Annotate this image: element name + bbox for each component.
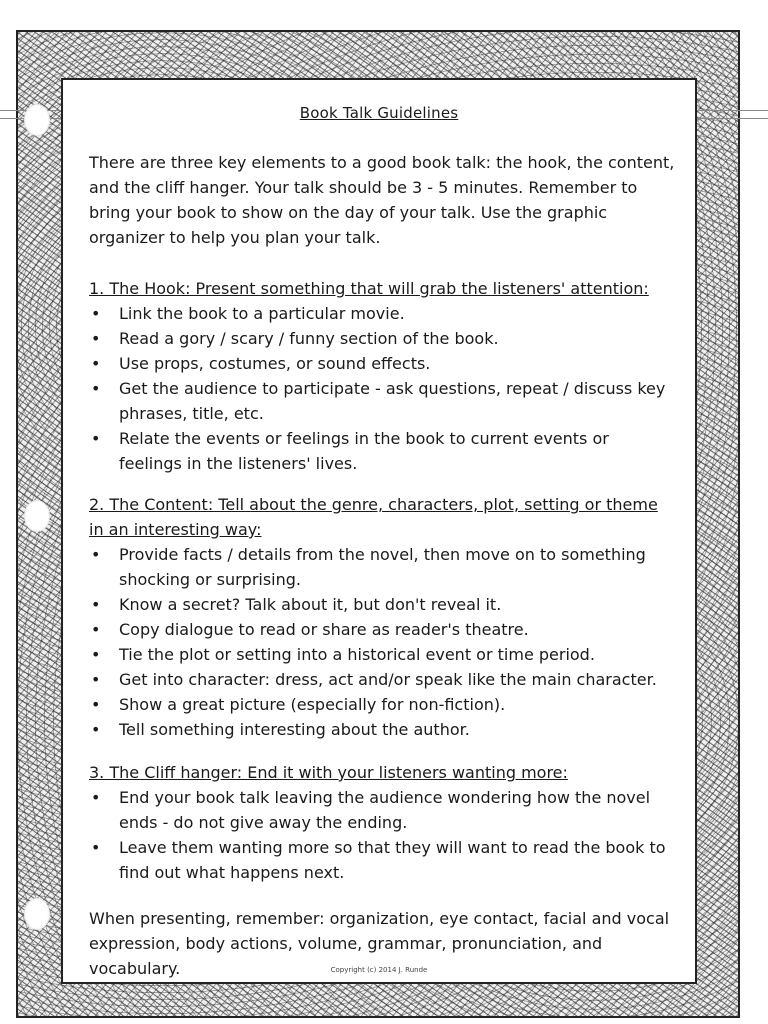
list-item: • Tell something interesting about the author. [89,717,675,742]
list-item: • Know a secret? Talk about it, but don't reveal it. [89,592,675,617]
list-item: • End your book talk leaving the audience wondering how the novel ends - do not give away the ending. [89,785,675,835]
list-item: • Provide facts / details from the novel, then move on to something shocking or surprising. [89,542,675,592]
page-title: Book Talk Guidelines [299,104,459,122]
binder-hole [24,500,50,532]
paper-top-edge [0,0,768,30]
bullet-list [89,301,675,476]
copyright-notice: Copyright (c) 2014 J. Runde [330,966,428,974]
content-panel [61,78,697,984]
binder-hole [24,898,50,930]
list-item: • Relate the events or feelings in the book to current events or feelings in the listeners' lives. [89,426,675,476]
section-heading: 1. The Hook: Present something that will grab the listeners' attention: [89,279,649,298]
intro-paragraph: There are three key elements to a good book talk: the hook, the content, and the cliff hanger. Your talk should be 3 - 5 minutes. Remember to bring your book to show on the day of your talk. Use the graphic organizer to help you plan your talk. [89,153,675,247]
section-content [89,492,675,742]
bullet-list [89,785,675,885]
list-item: • Tie the plot or setting into a historical event or time period. [89,642,675,667]
binder-hole [24,104,50,136]
section-cliff-hanger [89,760,675,885]
section-heading: 3. The Cliff hanger: End it with your listeners wanting more: [89,763,568,782]
list-item: • Leave them wanting more so that they will want to read the book to find out what happens next. [89,835,675,885]
list-item: • Get the audience to participate - ask questions, repeat / discuss key phrases, title, etc. [89,376,675,426]
list-item: • Read a gory / scary / funny section of the book. [89,326,675,351]
bullet-list [89,542,675,742]
list-item: • Get into character: dress, act and/or speak like the main character. [89,667,675,692]
list-item: • Show a great picture (especially for non-fiction). [89,692,675,717]
list-item: • Copy dialogue to read or share as reader's theatre. [89,617,675,642]
list-item: • Link the book to a particular movie. [89,301,675,326]
section-hook [89,276,675,476]
closing-paragraph: When presenting, remember: organization, eye contact, facial and vocal expression, body actions, volume, grammar, pronunciation, and vocabulary. [89,909,670,978]
section-heading: 2. The Content: Tell about the genre, characters, plot, setting or theme in an interesting way: [89,495,658,539]
list-item: • Use props, costumes, or sound effects. [89,351,675,376]
